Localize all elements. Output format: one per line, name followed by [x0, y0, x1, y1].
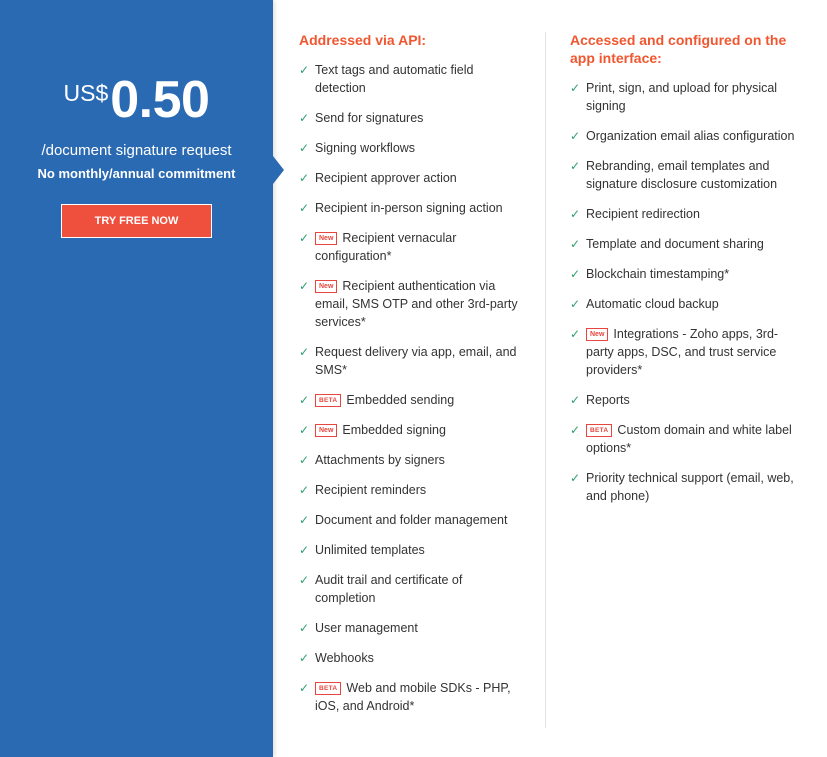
feature-text: Recipient approver action: [315, 171, 457, 185]
feature-item: [299, 541, 524, 559]
feature-item: [299, 343, 524, 379]
feature-text: Recipient reminders: [315, 483, 427, 497]
column-divider: [545, 32, 546, 728]
new-badge: New: [315, 232, 337, 245]
feature-item: [299, 229, 524, 265]
feature-text: Text tags and automatic field detection: [315, 63, 474, 95]
check-icon: ✓: [299, 513, 310, 527]
feature-item: [570, 295, 802, 313]
feature-item: [570, 469, 802, 505]
feature-text: Custom domain and white label options*: [586, 423, 792, 455]
check-icon: ✓: [570, 393, 581, 407]
price-amount: 0.50: [110, 71, 210, 129]
feature-item: [299, 169, 524, 187]
beta-badge: BETA: [315, 682, 341, 695]
feature-text: Request delivery via app, email, and SMS*: [315, 345, 517, 377]
feature-text: Audit trail and certificate of completion: [315, 573, 463, 605]
feature-text: Unlimited templates: [315, 543, 425, 557]
feature-text: Organization email alias configuration: [586, 129, 795, 143]
check-icon: ✓: [299, 651, 310, 665]
new-badge: New: [315, 424, 337, 437]
feature-item: [570, 391, 802, 409]
feature-text: Print, sign, and upload for physical signing: [586, 81, 778, 113]
new-badge: New: [315, 280, 337, 293]
feature-text: Recipient redirection: [586, 207, 700, 221]
price-unit: /document signature request: [41, 142, 232, 159]
beta-badge: BETA: [315, 394, 341, 407]
feature-item: [570, 79, 802, 115]
feature-text: Rebranding, email templates and signature disclosure customization: [586, 159, 778, 191]
feature-item: [570, 421, 802, 457]
feature-text: Reports: [586, 393, 630, 407]
feature-text: Document and folder management: [315, 513, 508, 527]
check-icon: ✓: [299, 453, 310, 467]
check-icon: ✓: [299, 345, 310, 359]
check-icon: ✓: [299, 393, 310, 407]
app-features-heading: Accessed and configured on the app interface:: [570, 32, 787, 66]
feature-text: Webhooks: [315, 651, 374, 665]
feature-text: Automatic cloud backup: [586, 297, 719, 311]
check-icon: ✓: [299, 231, 310, 245]
check-icon: ✓: [570, 267, 581, 281]
new-badge: New: [586, 328, 608, 341]
feature-text: Template and document sharing: [586, 237, 764, 251]
feature-text: Embedded signing: [342, 423, 446, 437]
check-icon: ✓: [570, 159, 581, 173]
check-icon: ✓: [570, 207, 581, 221]
feature-item: [299, 109, 524, 127]
check-icon: ✓: [299, 63, 310, 77]
feature-item: [299, 199, 524, 217]
feature-text: Attachments by signers: [315, 453, 445, 467]
check-icon: ✓: [299, 681, 310, 695]
feature-item: [299, 391, 524, 409]
feature-text: Priority technical support (email, web, and phone): [586, 471, 794, 503]
commitment-note: No monthly/annual commitment: [37, 166, 236, 181]
feature-item: [299, 277, 524, 331]
feature-item: [570, 235, 802, 253]
try-free-button[interactable]: TRY FREE NOW: [61, 204, 212, 238]
price-currency: US$: [63, 80, 109, 106]
check-icon: ✓: [299, 573, 310, 587]
check-icon: ✓: [570, 297, 581, 311]
feature-item: [570, 265, 802, 283]
feature-item: [299, 571, 524, 607]
check-icon: ✓: [570, 81, 581, 95]
feature-item: [570, 127, 802, 145]
feature-text: Recipient authentication via email, SMS OTP and other 3rd-party services*: [315, 279, 518, 329]
check-icon: ✓: [570, 237, 581, 251]
check-icon: ✓: [299, 483, 310, 497]
check-icon: ✓: [299, 201, 310, 215]
feature-item: [570, 205, 802, 223]
feature-item: [299, 481, 524, 499]
feature-text: Web and mobile SDKs - PHP, iOS, and Android*: [315, 681, 511, 713]
price: [0, 70, 273, 130]
check-icon: ✓: [299, 543, 310, 557]
beta-badge: BETA: [586, 424, 612, 437]
check-icon: ✓: [299, 621, 310, 635]
feature-item: [299, 679, 524, 715]
feature-text: Recipient vernacular configuration*: [315, 231, 457, 263]
feature-text: Blockchain timestamping*: [586, 267, 730, 281]
feature-item: [570, 157, 802, 193]
feature-text: Recipient in-person signing action: [315, 201, 503, 215]
feature-text: Signing workflows: [315, 141, 416, 155]
check-icon: ✓: [299, 279, 310, 293]
check-icon: ✓: [299, 111, 310, 125]
feature-text: Embedded sending: [346, 393, 455, 407]
panel-pointer: [273, 156, 284, 184]
feature-item: [299, 139, 524, 157]
check-icon: ✓: [299, 141, 310, 155]
check-icon: ✓: [570, 471, 581, 485]
feature-item: [570, 325, 802, 379]
feature-text: User management: [315, 621, 418, 635]
api-features-heading: Addressed via API:: [299, 32, 427, 48]
check-icon: ✓: [570, 129, 581, 143]
check-icon: ✓: [299, 171, 310, 185]
feature-text: Send for signatures: [315, 111, 424, 125]
feature-text: Integrations - Zoho apps, 3rd-party apps, DSC, and trust service providers*: [586, 327, 779, 377]
check-icon: ✓: [299, 423, 310, 437]
feature-item: [299, 649, 524, 667]
feature-item: [299, 451, 524, 469]
feature-item: [299, 619, 524, 637]
feature-item: [299, 511, 524, 529]
check-icon: ✓: [570, 327, 581, 341]
check-icon: ✓: [570, 423, 581, 437]
feature-item: [299, 61, 524, 97]
feature-item: [299, 421, 524, 439]
